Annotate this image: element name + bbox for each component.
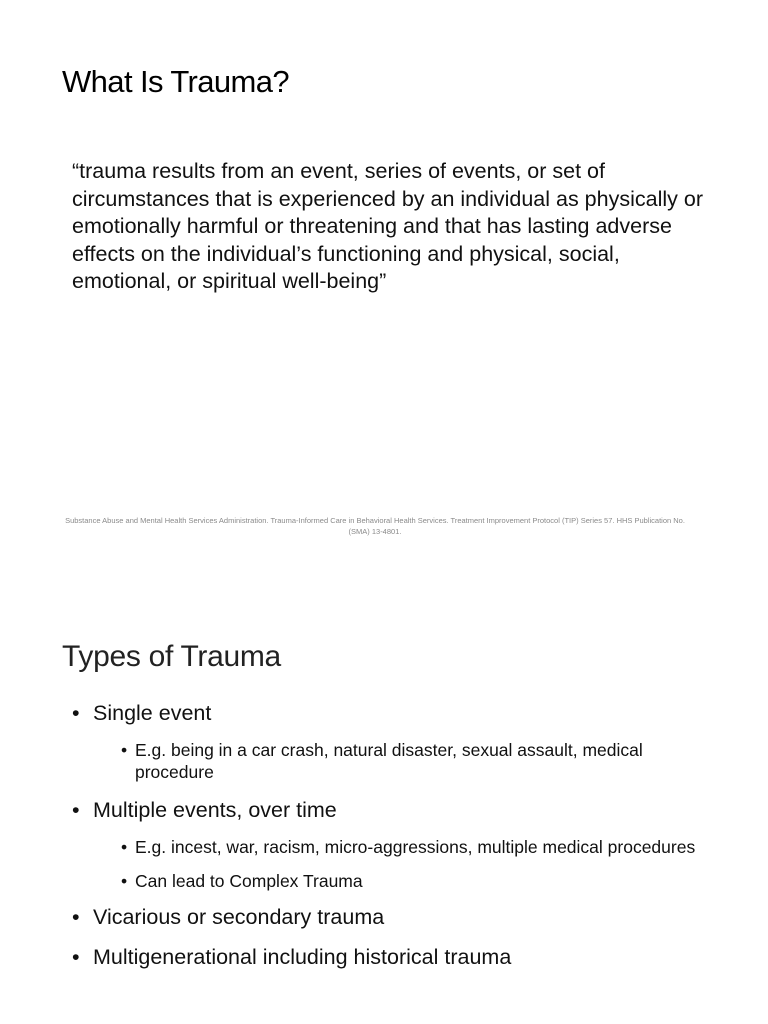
sub-list-item: • E.g. being in a car crash, natural disaster, sexual assault, medical procedure — [121, 739, 712, 783]
sub-bullet-list — [93, 836, 712, 892]
sub-list-item: • Can lead to Complex Trauma — [121, 870, 712, 892]
bullet-list — [72, 700, 712, 971]
sub-bullet-list — [93, 739, 712, 783]
list-item — [72, 700, 712, 783]
slide-title: Types of Trauma — [62, 640, 281, 673]
list-item — [72, 944, 712, 971]
slide-types-of-trauma — [0, 600, 768, 1024]
bullet-text: Single event — [93, 701, 212, 725]
slide-title: What Is Trauma? — [62, 64, 290, 99]
list-item — [72, 797, 712, 892]
citation-footnote: Substance Abuse and Mental Health Services Administration. Trauma-Informed Care in Behavioral Health Services. Treatment Improvement Protocol (TIP) Series 57. HHS Publication No. (SMA) 13-4801. — [65, 516, 685, 536]
list-item — [72, 904, 712, 931]
bullet-text: Vicarious or secondary trauma — [93, 905, 385, 929]
bullet-text: Multigenerational including historical trauma — [93, 945, 512, 969]
bullet-text: Multiple events, over time — [93, 798, 337, 822]
trauma-definition-quote: “trauma results from an event, series of events, or set of circumstances that is experienced by an individual as physically or emotionally harmful or threatening and that has lasting adverse effects on the individual’s functioning and physical, social, emotional, or spiritual well-being” — [72, 159, 703, 293]
sub-list-item: • E.g. incest, war, racism, micro-aggressions, multiple medical procedures — [121, 836, 712, 858]
